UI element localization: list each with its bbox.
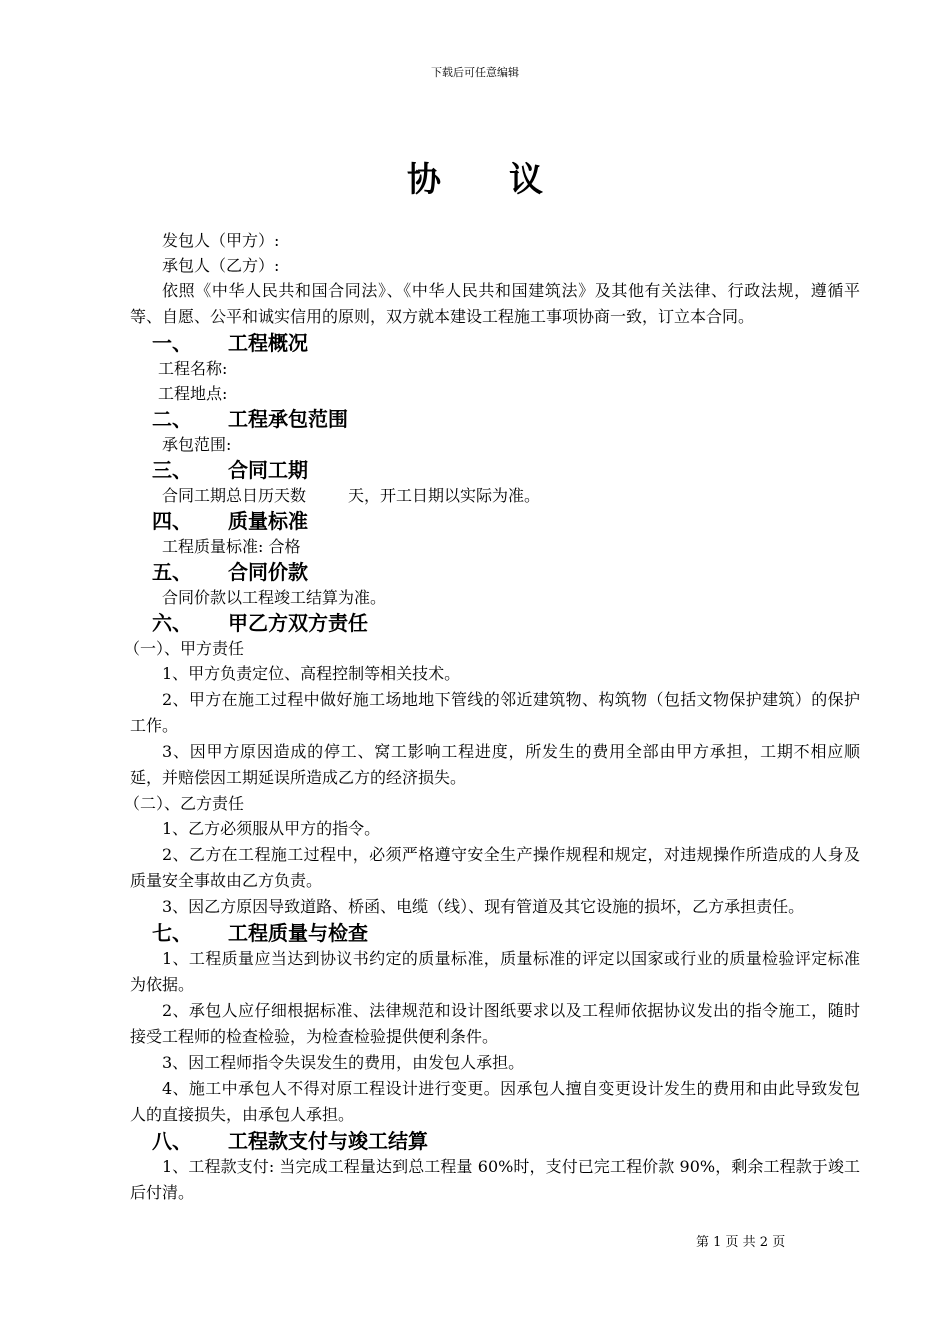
section-heading-2 bbox=[130, 406, 860, 432]
subsection-party-a: （一）、甲方责任 bbox=[124, 639, 245, 658]
section-title: 工程承包范围 bbox=[228, 407, 348, 431]
project-name-line: 工程名称: bbox=[158, 359, 228, 378]
duration-text-b: 天，开工日期以实际为准。 bbox=[348, 486, 541, 505]
section-number: 七、 bbox=[152, 921, 192, 945]
project-location-line: 工程地点: bbox=[158, 384, 228, 403]
list-item: 4、施工中承包人不得对原工程设计进行变更。因承包人擅自变更设计发生的费用和由此导致发包人的直接损失，由承包人承担。 bbox=[130, 1079, 860, 1124]
list-item: 2、承包人应仔细根据标准、法律规范和设计图纸要求以及工程师依据协议发出的指令施工，随时接受工程师的检查检验，为检查检验提供便利条件。 bbox=[130, 1001, 860, 1046]
section-title: 工程概况 bbox=[228, 331, 308, 355]
section-heading-8 bbox=[130, 1128, 860, 1154]
section-heading-1 bbox=[130, 330, 860, 356]
preamble-paragraph: 依照《中华人民共和国合同法》、《中华人民共和国建筑法》及其他有关法律、行政法规，遵循平等、自愿、公平和诚实信用的原则，双方就本建设工程施工事项协商一致，订立本合同。 bbox=[130, 281, 860, 326]
list-item: 2、乙方在工程施工过程中，必须严格遵守安全生产操作规程和规定，对违规操作所造成的人身及质量安全事故由乙方负责。 bbox=[130, 845, 860, 890]
document-body bbox=[124, 228, 860, 1206]
section-title: 工程质量与检查 bbox=[228, 921, 368, 945]
list-item: 1、工程款支付: 当完成工程量达到总工程量 60%时，支付已完工程价款 90%，剩余工程款于竣工后付清。 bbox=[130, 1157, 860, 1202]
list-item: 3、因工程师指令失误发生的费用，由发包人承担。 bbox=[162, 1053, 525, 1072]
section-heading-5 bbox=[130, 559, 860, 585]
section-heading-7 bbox=[130, 920, 860, 946]
section-number: 六、 bbox=[152, 611, 192, 635]
section-title: 合同价款 bbox=[228, 560, 308, 584]
section-number: 五、 bbox=[152, 560, 192, 584]
section-title: 合同工期 bbox=[228, 458, 308, 482]
duration-line bbox=[130, 483, 860, 508]
header-note: 下载后可任意编辑 bbox=[431, 66, 519, 79]
section-number: 八、 bbox=[152, 1129, 192, 1153]
document-title: 协议 bbox=[407, 160, 611, 200]
section-heading-4 bbox=[130, 508, 860, 534]
section-title: 工程款支付与竣工结算 bbox=[228, 1129, 428, 1153]
section-title: 甲乙方双方责任 bbox=[228, 611, 368, 635]
page-footer: 第 1 页 共 2 页 bbox=[696, 1235, 786, 1250]
duration-text-a: 合同工期总日历天数 bbox=[162, 486, 307, 505]
subsection-party-b: （二）、乙方责任 bbox=[124, 794, 245, 813]
party-b-line: 承包人（乙方）: bbox=[162, 256, 280, 275]
section-number: 二、 bbox=[152, 407, 192, 431]
section-number: 三、 bbox=[152, 458, 192, 482]
list-item: 1、甲方负责定位、高程控制等相关技术。 bbox=[162, 664, 461, 683]
section-heading-6 bbox=[130, 610, 860, 636]
section-heading-3 bbox=[130, 457, 860, 483]
quality-line: 工程质量标准: 合格 bbox=[162, 537, 301, 556]
list-item: 3、因甲方原因造成的停工、窝工影响工程进度，所发生的费用全部由甲方承担，工期不相应顺延，并赔偿因工期延误所造成乙方的经济损失。 bbox=[130, 742, 860, 787]
party-a-line: 发包人（甲方）: bbox=[162, 231, 280, 250]
list-item: 1、工程质量应当达到协议书约定的质量标准，质量标准的评定以国家或行业的质量检验评定标准为依据。 bbox=[130, 949, 860, 994]
scope-line: 承包范围: bbox=[162, 435, 232, 454]
section-title: 质量标准 bbox=[228, 509, 308, 533]
section-number: 一、 bbox=[152, 331, 192, 355]
section-number: 四、 bbox=[152, 509, 192, 533]
list-item: 1、乙方必须服从甲方的指令。 bbox=[162, 819, 381, 838]
list-item: 3、因乙方原因导致道路、桥函、电缆（线）、现有管道及其它设施的损坏，乙方承担责任。 bbox=[162, 897, 805, 916]
price-line: 合同价款以工程竣工结算为准。 bbox=[162, 588, 387, 607]
list-item: 2、甲方在施工过程中做好施工场地地下管线的邻近建筑物、构筑物（包括文物保护建筑）的保护工作。 bbox=[130, 690, 860, 735]
